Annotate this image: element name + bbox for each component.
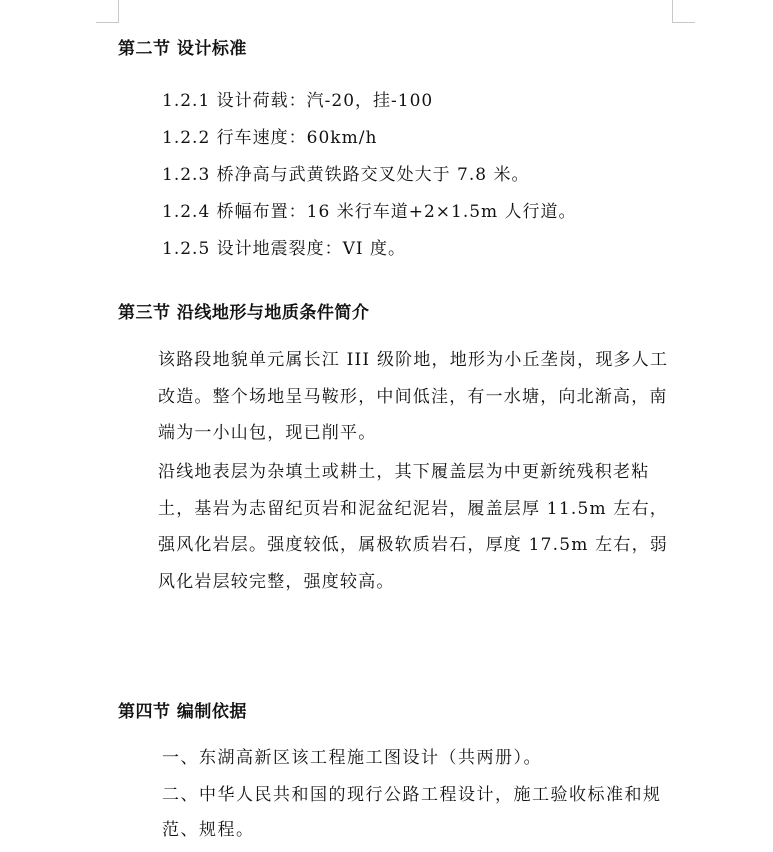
basis-item-drawings: 一、东湖高新区该工程施工图设计（共两册）。 [162, 748, 542, 768]
design-item-clearance: 1.2.3 桥净高与武黄铁路交叉处大于 7.8 米。 [162, 165, 530, 185]
page-corner-mark-right [672, 0, 695, 23]
design-item-seismic: 1.2.5 设计地震裂度：VI 度。 [162, 239, 407, 259]
geology-paragraph: 沿线地表层为杂填土或耕土，其下履盖层为中更新统残积老粘土，基岩为志留纪页岩和泥盆纪泥岩，履盖层厚 11.5m 左右，强风化岩层。强度较低，属极软质岩石，厚度 17.5m 左右，弱风化岩层较完整，强度较高。 [158, 462, 668, 592]
section-heading-basis: 第四节 编制依据 [118, 702, 247, 722]
basis-item-standards: 二、中华人民共和国的现行公路工程设计，施工验收标准和规范、规程。 [162, 785, 662, 840]
design-item-speed: 1.2.2 行车速度：60km/h [162, 128, 378, 148]
section-heading-terrain-geology: 第三节 沿线地形与地质条件简介 [118, 303, 370, 323]
design-item-width: 1.2.4 桥幅布置：16 米行车道+2×1.5m 人行道。 [162, 202, 577, 222]
design-item-load: 1.2.1 设计荷载：汽-20，挂-100 [162, 91, 434, 111]
section-heading-design-standards: 第二节 设计标准 [118, 39, 247, 59]
page-corner-mark-left [96, 0, 119, 23]
terrain-paragraph: 该路段地貌单元属长江 III 级阶地，地形为小丘垄岗，现多人工改造。整个场地呈马鞍形，中间低洼，有一水塘，向北渐高，南端为一小山包，现已削平。 [158, 350, 669, 443]
